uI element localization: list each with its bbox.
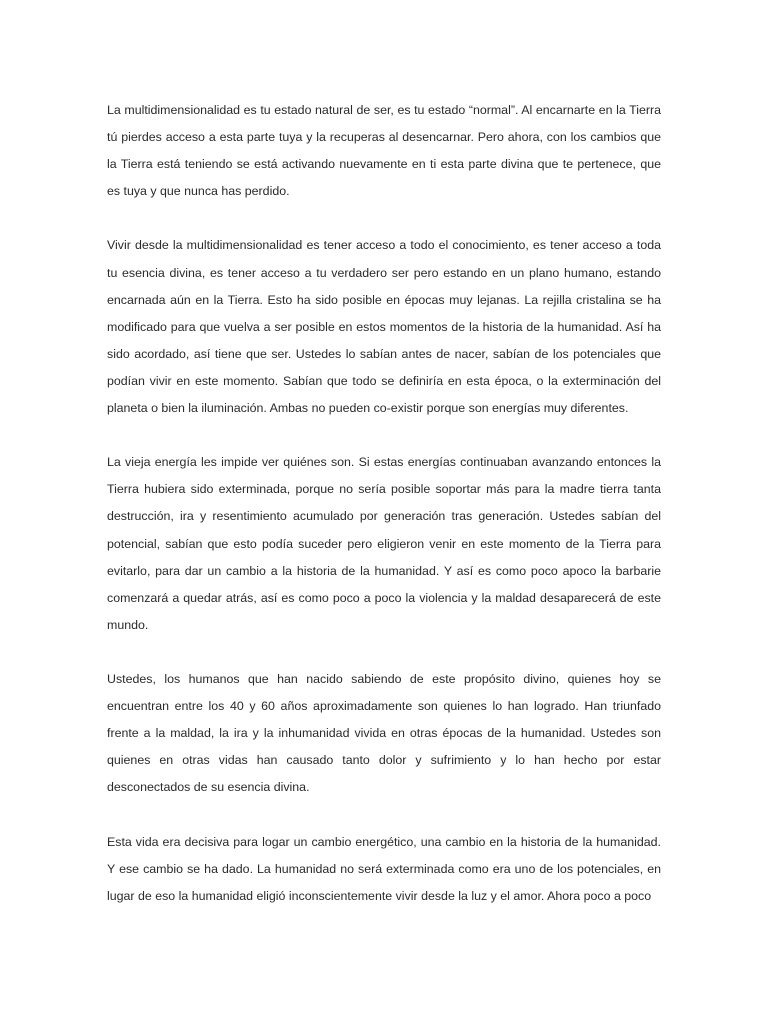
paragraph-5: Esta vida era decisiva para logar un cambio energético, una cambio en la historia de la humanidad. Y ese cambio se ha dado. La humanidad no será exterminada como era uno de los potenciales, en lugar de eso la humanidad eligió inconscientemente vivir desde la luz y el amor. Ahora poco a poco: [107, 834, 661, 903]
paragraph-4: Ustedes, los humanos que han nacido sabiendo de este propósito divino, quienes hoy se encuentran entre los 40 y 60 años aproximadamente son quienes lo han logrado. Han triunfado frente a la maldad, la ira y la inhumanidad vivida en otras épocas de la humanidad. Ustedes son quienes en otras vidas han causado tanto dolor y sufrimiento y lo han hecho por estar desconectados de su esencia divina.: [107, 671, 661, 795]
document-body: [107, 97, 661, 937]
paragraph-1: La multidimensionalidad es tu estado natural de ser, es tu estado “normal”. Al encarnarte en la Tierra tú pierdes acceso a esta parte tuya y la recuperas al desencarnar. Pero ahora, con los cambios que la Tierra está teniendo se está activando nuevamente en ti esta parte divina que te pertenece, que es tuya y que nunca has perdido.: [107, 103, 661, 199]
paragraph-2: Vivir desde la multidimensionalidad es tener acceso a todo el conocimiento, es tener acceso a toda tu esencia divina, es tener acceso a tu verdadero ser pero estando en un plano humano, estando encarnada aún en la Tierra. Esto ha sido posible en épocas muy lejanas. La rejilla cristalina se ha modificado para que vuelva a ser posible en estos momentos de la historia de la humanidad. Así ha sido acordado, así tiene que ser. Ustedes lo sabían antes de nacer, sabían de los potenciales que podían vivir en este momento. Sabían que todo se definiría en esta época, o la exterminación del planeta o bien la iluminación. Ambas no pueden co-existir porque son energías muy diferentes.: [107, 238, 661, 416]
paragraph-3: La vieja energía les impide ver quiénes son. Si estas energías continuaban avanzando entonces la Tierra hubiera sido exterminada, porque no sería posible soportar más para la madre tierra tanta destrucción, ira y resentimiento acumulado por generación tras generación. Ustedes sabían del potencial, sabían que esto podía suceder pero eligieron venir en este momento de la Tierra para evitarlo, para dar un cambio a la historia de la humanidad. Y así es como poco apoco la barbarie comenzará a quedar atrás, así es como poco a poco la violencia y la maldad desaparecerá de este mundo.: [107, 455, 661, 632]
